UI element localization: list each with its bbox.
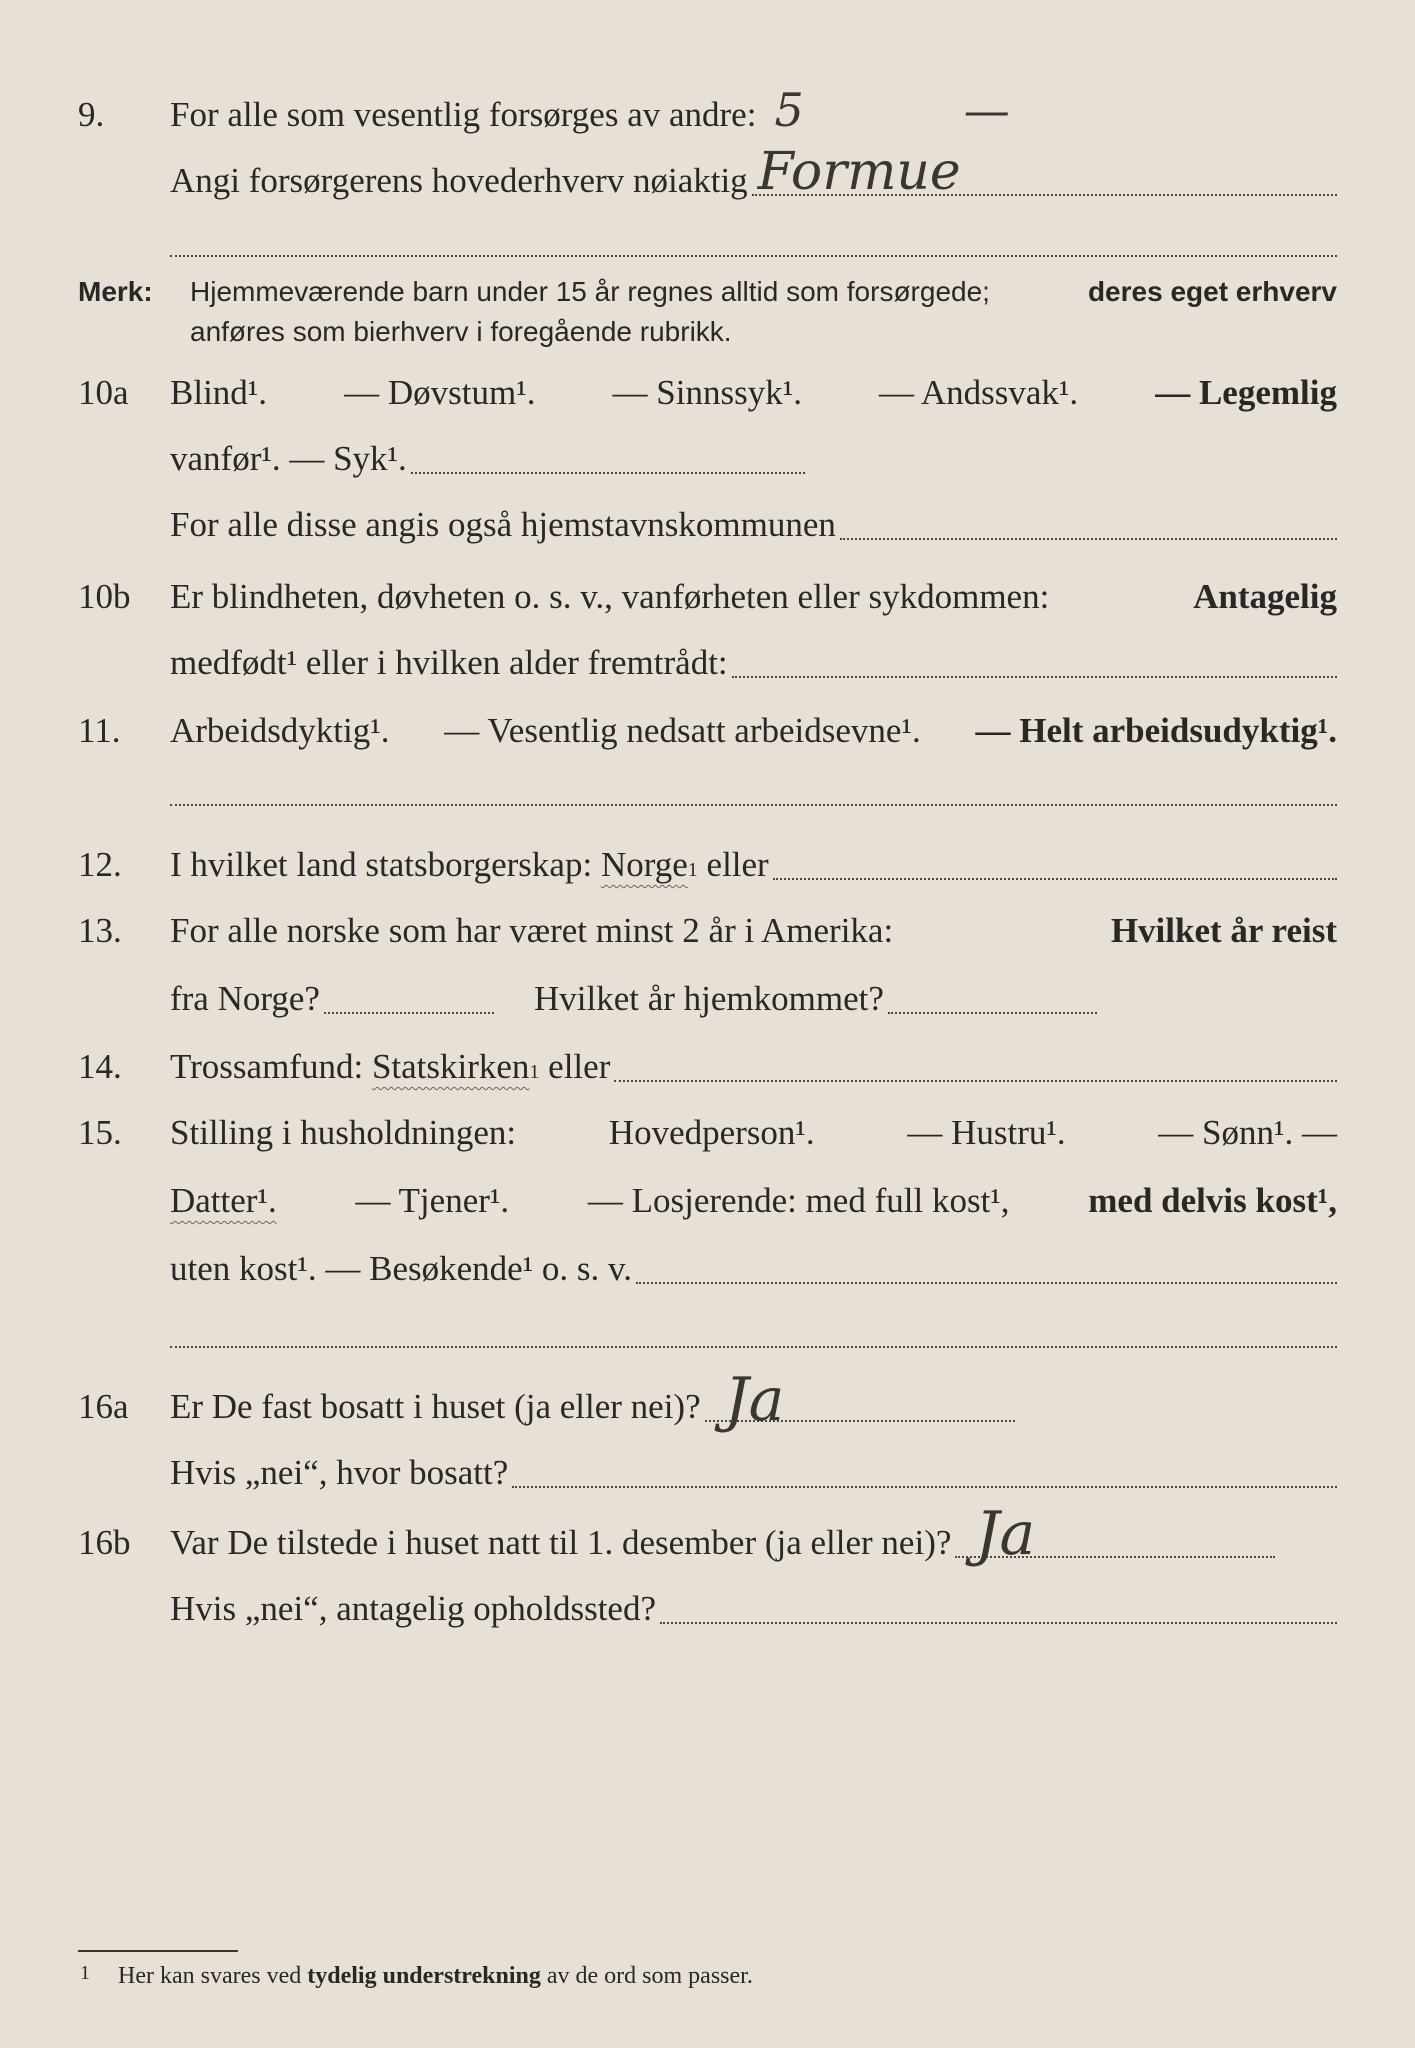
item-13-row-1: 13. For alle norske som har været minst 2 år i Amerika: Hvilket år reist [78,911,1337,950]
answer-line-extra[interactable] [170,255,1337,257]
answer-line[interactable] [732,676,1337,678]
item-16a-row-2: Hvis „nei“, hvor bosatt? [0,1442,1415,1504]
item-16b-row-2: Hvis „nei“, antagelig opholdssted? [0,1578,1415,1640]
answer-line[interactable] [614,1080,1337,1082]
item-9-line-1 [170,84,1337,146]
item-10b-row-2: medfødt¹ eller i hvilken alder fremtrådt: [0,632,1415,694]
item-9-text: For alle som vesentlig forsørges av andre: [170,95,757,134]
item-9-row-2 [0,142,1415,212]
merk-line-1: Hjemmeværende barn under 15 år regnes alltid som forsørgede; deres eget erhverv [190,276,1337,307]
footnote: Her kan svares ved tydelig understrekning av de ord som passer. [118,1963,753,1989]
item-number: 9. [78,95,105,134]
item-15-row-2: Datter¹. — Tjener¹. — Losjerende: med full kost¹, med delvis kost¹, [0,1170,1415,1232]
handwritten-answer: Ja [975,1499,1036,1569]
answer-line[interactable] [955,1499,1275,1569]
item-12-row: 12. I hvilket land statsborgerskap: Norge 1 eller [0,834,1415,896]
answer-line[interactable] [705,1365,1015,1435]
answer-line[interactable] [170,1346,1337,1348]
footnote-marker: 1 [80,1962,90,1984]
item-10a-row-1: 10a Blind¹. — Døvstum¹. — Sinnssyk¹. — Andssvak¹. — Legemlig [0,362,1415,424]
underlined-option[interactable]: Norge [600,845,688,884]
item-15-row-1: 15. Stilling i husholdningen: Hovedperson¹. — Hustru¹. — Sønn¹. — [78,1113,1337,1152]
item-11-row-1: 11. Arbeidsdyktig¹. — Vesentlig nedsatt arbeidsevne¹. — Helt arbeidsudyktig¹. [78,711,1337,750]
item-14-row: 14. Trossamfund: Statskirken 1 eller [0,1036,1415,1098]
item-10a-row-3: For alle disse angis også hjemstavnskommunen [0,494,1415,556]
answer-line[interactable] [773,878,1337,880]
merk-line-2: anføres som bierhverv i foregående rubrikk. [190,316,732,347]
item-10b-row-1: 10b Er blindheten, døvheten o. s. v., vanførheten eller sykdommen: Antagelig [78,577,1337,616]
footnote-divider [78,1950,238,1952]
handwritten-answer: Ja [724,1365,785,1435]
answer-line[interactable] [324,1012,494,1014]
answer-line[interactable] [840,538,1337,540]
item-10a-line-1: Blind¹. — Døvstum¹. — Sinnssyk¹. — Andssvak¹. — Legemlig [170,373,1337,412]
item-10a-row-2: vanfør¹. — Syk¹. [0,428,1415,490]
answer-line[interactable] [170,804,1337,806]
handwritten-answer: Formue [757,142,961,202]
answer-line[interactable] [752,142,1337,202]
item-16a-row-1: 16a Er De fast bosatt i huset (ja eller nei)? Ja [0,1376,1415,1438]
item-9-question: Angi forsørgerens hovederhverv nøiaktig [170,161,748,200]
handwritten-answer: — [963,83,1010,137]
item-13-row-2: fra Norge? Hvilket år hjemkommet? [0,968,1415,1030]
answer-line[interactable] [512,1486,1337,1488]
item-9-row-1 [0,84,1415,146]
handwritten-answer: 5 [774,83,804,137]
underlined-option[interactable]: Statskirken [371,1047,530,1086]
answer-line[interactable] [660,1622,1337,1624]
item-15-row-3: uten kost¹. — Besøkende¹ o. s. v. [0,1238,1415,1300]
merk-label: Merk: [78,276,153,307]
answer-line[interactable] [888,1012,1097,1014]
item-9-line-2 [170,142,1337,212]
underlined-option[interactable]: Datter¹. [170,1181,277,1220]
answer-line[interactable] [636,1282,1337,1284]
item-16b-row-1: 16b Var De tilstede i huset natt til 1. desember (ja eller nei)? Ja [0,1512,1415,1574]
answer-line[interactable] [411,472,805,474]
